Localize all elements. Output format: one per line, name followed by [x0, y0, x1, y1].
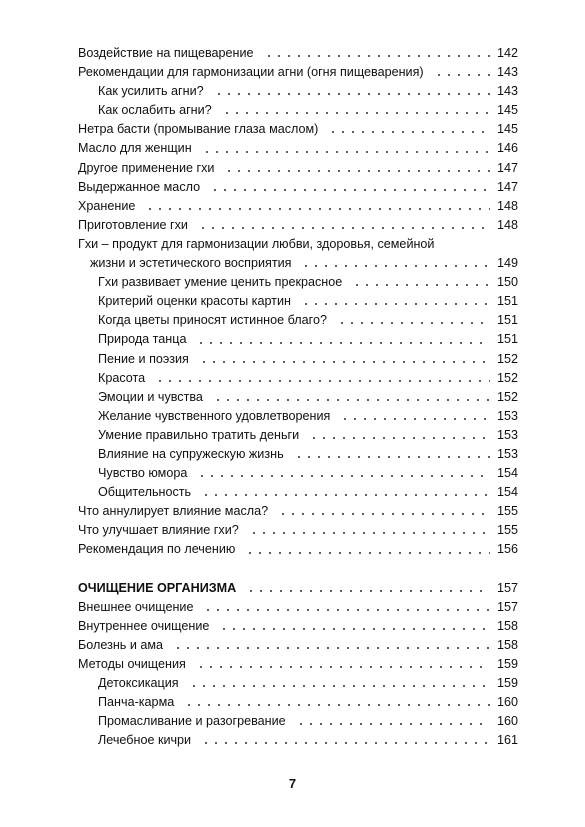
dot-leader — [294, 454, 490, 460]
toc-entry[interactable] — [78, 388, 518, 407]
toc-entry-page: 147 — [496, 160, 518, 175]
toc-entry[interactable] — [78, 197, 518, 216]
toc-entry-title: Хранение — [78, 198, 136, 213]
toc-entry-title: Приготовление гхи — [78, 217, 188, 232]
toc-entry[interactable] — [78, 502, 518, 521]
dot-leader — [203, 607, 490, 613]
dot-leader — [249, 530, 490, 536]
toc-entry-page: 151 — [496, 313, 518, 328]
page-number: 7 — [288, 776, 297, 791]
dot-leader — [213, 397, 490, 403]
dot-leader — [340, 416, 490, 422]
toc-entry-page: 146 — [496, 141, 518, 156]
toc-entry[interactable] — [78, 178, 518, 197]
toc-entry-title: Природа танца — [98, 332, 187, 347]
toc-entry[interactable] — [78, 350, 518, 369]
dot-leader — [202, 149, 490, 155]
toc-entry-page: 156 — [496, 542, 518, 557]
dot-leader — [337, 320, 490, 326]
toc-entry-title: Чувство юмора — [98, 466, 188, 481]
dot-leader — [184, 702, 490, 708]
toc-entry-page: 152 — [496, 370, 518, 385]
dot-leader — [196, 664, 490, 670]
section-heading[interactable] — [78, 579, 518, 598]
toc-entry-page: 160 — [496, 714, 518, 729]
toc-entry-title: Эмоции и чувства — [98, 389, 203, 404]
section-title: ОЧИЩЕНИЕ ОРГАНИЗМА — [78, 580, 237, 595]
dot-leader — [219, 626, 490, 632]
toc-entry[interactable] — [78, 235, 518, 254]
dot-leader — [155, 378, 490, 384]
dot-leader — [434, 72, 490, 78]
toc-entry-page: 143 — [496, 65, 518, 80]
dot-leader — [198, 225, 490, 231]
toc-entry[interactable] — [78, 254, 518, 273]
toc-entry-title: Рекомендация по лечению — [78, 542, 236, 557]
section-page: 157 — [496, 580, 518, 595]
dot-leader — [245, 550, 490, 556]
toc-entry-page: 151 — [496, 294, 518, 309]
toc-entry-page: 153 — [496, 446, 518, 461]
toc-entry-title: Детоксикация — [98, 676, 179, 690]
toc-entry-page: 149 — [496, 256, 518, 271]
toc-entry[interactable] — [78, 655, 518, 674]
toc-entry[interactable] — [78, 44, 518, 63]
toc-entry[interactable] — [78, 120, 518, 139]
toc-entry-title: Красота — [98, 370, 146, 385]
toc-entry-page: 159 — [496, 656, 518, 671]
toc-entry-title: Другое применение гхи — [78, 160, 215, 175]
toc-entry[interactable] — [78, 330, 518, 349]
toc-entry-title: Как ослабить агни? — [98, 103, 212, 118]
toc-entry[interactable] — [78, 693, 518, 712]
toc-entry-page: 154 — [496, 485, 518, 500]
toc-entry-title: Критерий оценки красоты картин — [98, 294, 291, 309]
toc-entry-title: Выдержанное масло — [78, 179, 201, 194]
dot-leader — [173, 645, 490, 651]
toc-entry-title: Масло для женщин — [78, 141, 192, 156]
toc-entry-page: 160 — [496, 695, 518, 710]
dot-leader — [210, 187, 490, 193]
toc-entry[interactable] — [78, 731, 518, 750]
dot-leader — [309, 435, 490, 441]
toc-entry-page: 151 — [496, 332, 518, 347]
dot-leader — [352, 282, 490, 288]
toc-entry-page: 152 — [496, 389, 518, 404]
dot-leader — [201, 740, 490, 746]
toc-entry[interactable] — [78, 273, 518, 292]
toc-entry-title: Как усилить агни? — [98, 84, 204, 99]
toc-entry-title: жизни и эстетического восприятия — [90, 256, 292, 271]
toc-entry-page: 147 — [496, 179, 518, 194]
toc-entry[interactable] — [78, 636, 518, 655]
toc-entry-page: 154 — [496, 466, 518, 481]
toc-entry-page: 155 — [496, 504, 518, 519]
toc-entry-page: 155 — [496, 523, 518, 538]
toc-entry[interactable] — [78, 445, 518, 464]
toc-entry[interactable] — [78, 540, 518, 559]
toc-entry[interactable] — [78, 159, 518, 178]
toc-entry-page: 157 — [496, 599, 518, 614]
toc-entry[interactable] — [78, 407, 518, 426]
dot-leader — [278, 511, 490, 517]
dot-leader — [196, 340, 490, 346]
toc-entry-title: Что улучшает влияние гхи? — [78, 523, 239, 538]
toc-entry-title: Умение правильно тратить деньги — [98, 427, 300, 442]
toc-entry[interactable] — [78, 101, 518, 120]
toc-entry[interactable] — [78, 617, 518, 636]
toc-entry[interactable] — [78, 712, 518, 731]
toc-entry[interactable] — [78, 521, 518, 540]
toc-entry[interactable] — [78, 483, 518, 502]
toc-entry-title: Промасливание и разогревание — [98, 714, 286, 729]
toc-entry-title: Гхи развивает умение ценить прекрасное — [98, 275, 343, 290]
toc-entry-title: Общительность — [98, 485, 192, 500]
toc-entry-page: 158 — [496, 637, 518, 652]
dot-leader — [301, 263, 490, 269]
toc-entry-title: Рекомендации для гармонизации агни (огня пищеварения) — [78, 65, 424, 80]
toc-entry-page: 148 — [496, 198, 518, 213]
toc-entry-title: Внешнее очищение — [78, 599, 194, 614]
toc-entry-page: 161 — [496, 733, 518, 748]
dot-leader — [214, 91, 490, 97]
toc-entry[interactable] — [78, 139, 518, 158]
toc-entry[interactable] — [78, 216, 518, 235]
toc-entry-title: Желание чувственного удовлетворения — [98, 408, 331, 423]
toc-entry-page: 142 — [496, 46, 518, 60]
toc-entry[interactable] — [78, 63, 518, 82]
toc-entry-page: 148 — [496, 217, 518, 232]
dot-leader — [264, 53, 490, 59]
toc-entry[interactable] — [78, 82, 518, 101]
dot-leader — [301, 301, 490, 307]
dot-leader — [222, 110, 490, 116]
dot-leader — [199, 359, 490, 365]
toc-entry-title: Воздействие на пищеварение — [78, 46, 254, 60]
toc-entry-page: 158 — [496, 618, 518, 633]
toc-entry-title: Нетра басти (промывание глаза маслом) — [78, 122, 319, 137]
toc-entry-page: 153 — [496, 408, 518, 423]
toc-entry-title: Гхи – продукт для гармонизации любви, здоровья, семейной — [78, 236, 435, 251]
toc-entry-page: 150 — [496, 275, 518, 290]
dot-leader — [246, 588, 490, 594]
toc-entry-title: Внутреннее очищение — [78, 618, 210, 633]
toc-entry-title: Пение и поэзия — [98, 351, 189, 366]
dot-leader — [145, 206, 490, 212]
dot-leader — [197, 473, 490, 479]
table-of-contents — [78, 44, 518, 750]
toc-entry-page: 143 — [496, 84, 518, 99]
toc-entry-title: Влияние на супружескую жизнь — [98, 446, 284, 461]
toc-entry[interactable] — [78, 311, 518, 330]
dot-leader — [189, 683, 490, 689]
dot-leader — [328, 129, 490, 135]
dot-leader — [224, 168, 490, 174]
toc-entry[interactable] — [78, 598, 518, 617]
toc-entry-page: 159 — [496, 676, 518, 690]
toc-entry[interactable] — [78, 464, 518, 483]
toc-entry-title: Болезнь и ама — [78, 637, 164, 652]
toc-entry-title: Панча-карма — [98, 695, 175, 710]
toc-entry[interactable] — [78, 369, 518, 388]
toc-entry[interactable] — [78, 292, 518, 311]
toc-entry-page: 145 — [496, 103, 518, 118]
toc-entry-title: Методы очищения — [78, 656, 186, 671]
toc-entry-title: Что аннулирует влияние масла? — [78, 504, 269, 519]
toc-entry[interactable] — [78, 674, 518, 693]
dot-leader — [201, 492, 490, 498]
toc-entry-page: 153 — [496, 427, 518, 442]
toc-entry-title: Когда цветы приносят истинное благо? — [98, 313, 327, 328]
toc-entry[interactable] — [78, 426, 518, 445]
toc-entry-page: 145 — [496, 122, 518, 137]
toc-entry-title: Лечебное кичри — [98, 733, 192, 748]
dot-leader — [296, 721, 490, 727]
toc-entry-page: 152 — [496, 351, 518, 366]
